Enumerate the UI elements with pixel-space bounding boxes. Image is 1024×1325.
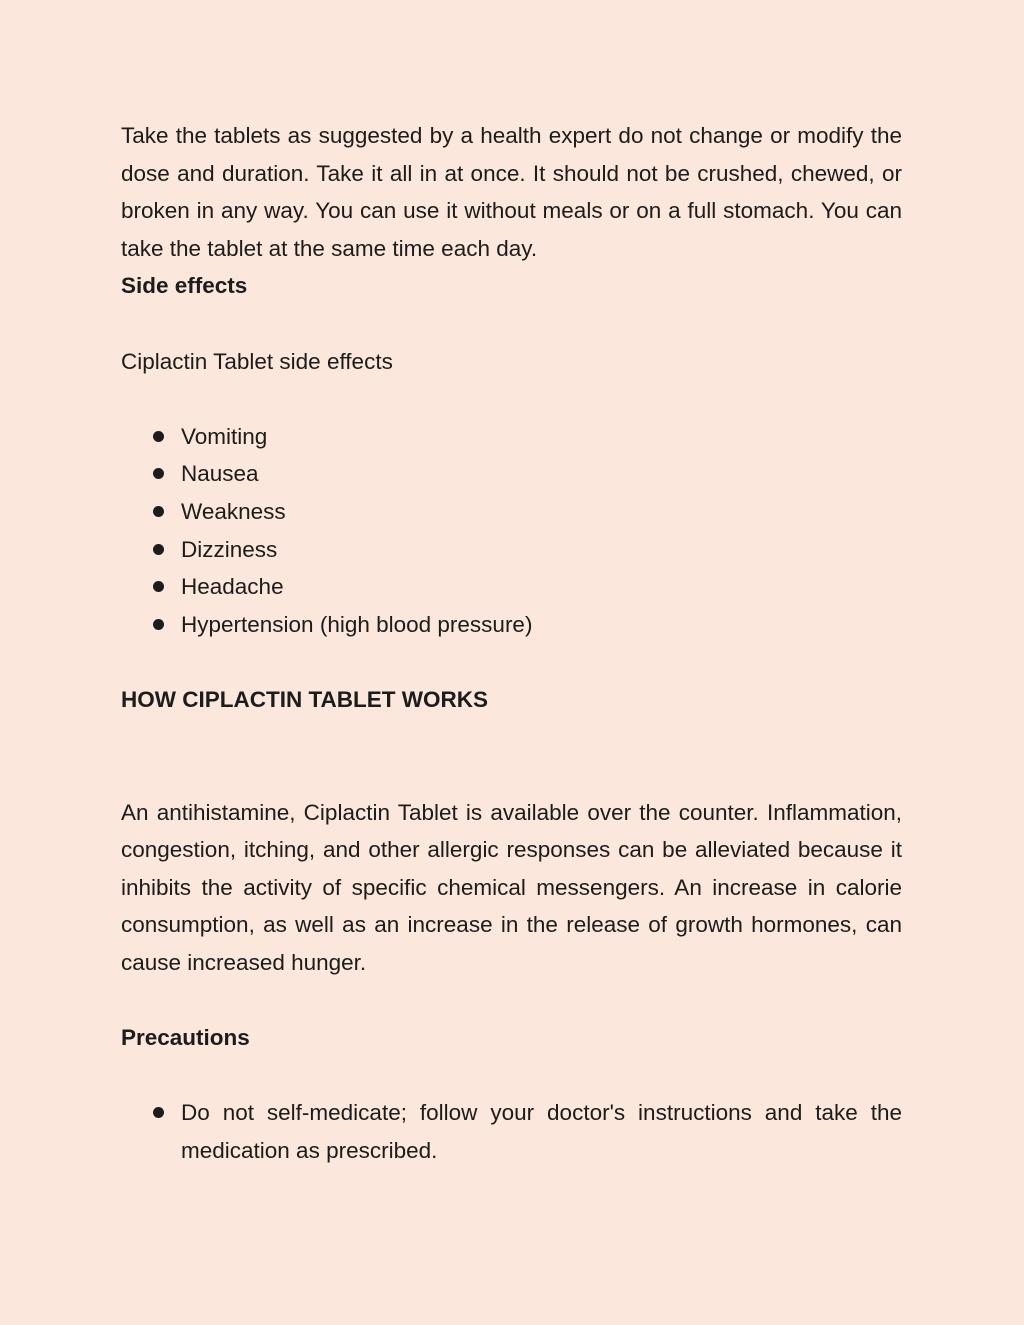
- list-item-text: Hypertension (high blood pressure): [181, 611, 533, 637]
- list-item: [121, 568, 902, 606]
- list-item-text: Headache: [181, 574, 284, 600]
- spacer: [121, 719, 902, 794]
- list-item-text: Nausea: [181, 461, 259, 487]
- spacer: [121, 643, 902, 681]
- bullet-icon: [153, 506, 164, 517]
- spacer: [121, 1057, 902, 1095]
- bullet-icon: [153, 619, 164, 630]
- spacer: [121, 982, 902, 1020]
- how-it-works-paragraph: An antihistamine, Ciplactin Tablet is available over the counter. Inflammation, congestion, itching, and other allergic responses can be alleviated because it inhibits the activity of specific chemical messengers. An increase in calorie consumption, as well as an increase in the release of growth hormones, can cause increased hunger.: [121, 799, 902, 976]
- document-content: [121, 117, 902, 1170]
- bullet-icon: [153, 544, 164, 555]
- intro-paragraph: Take the tablets as suggested by a health expert do not change or modify the dose and duration. Take it all in at once. It should not be crushed, chewed, or broken in any way. You can use it without meals or on a full stomach. You can take the tablet at the same time each day.: [121, 123, 902, 261]
- list-item: [121, 418, 902, 456]
- list-item: [121, 1094, 902, 1169]
- bullet-icon: [153, 581, 164, 592]
- list-item-text: Weakness: [181, 498, 286, 524]
- side-effects-list: [121, 418, 902, 644]
- side-effects-heading: Side effects: [121, 273, 248, 299]
- spacer: [121, 380, 902, 418]
- list-item-text: Dizziness: [181, 536, 278, 562]
- precautions-list: [121, 1094, 902, 1169]
- how-it-works-heading: HOW CIPLACTIN TABLET WORKS: [121, 686, 489, 712]
- list-item: [121, 606, 902, 644]
- list-item: [121, 493, 902, 531]
- bullet-icon: [153, 1107, 164, 1118]
- list-item: [121, 531, 902, 569]
- list-item: [121, 455, 902, 493]
- precautions-heading: Precautions: [121, 1025, 250, 1051]
- spacer: [121, 305, 902, 343]
- bullet-icon: [153, 431, 164, 442]
- side-effects-subheading: Ciplactin Tablet side effects: [121, 348, 393, 374]
- bullet-icon: [153, 468, 164, 479]
- list-item-text: Vomiting: [181, 423, 268, 449]
- list-item-text: Do not self-medicate; follow your doctor's instructions and take the medication as prescribed.: [181, 1100, 902, 1164]
